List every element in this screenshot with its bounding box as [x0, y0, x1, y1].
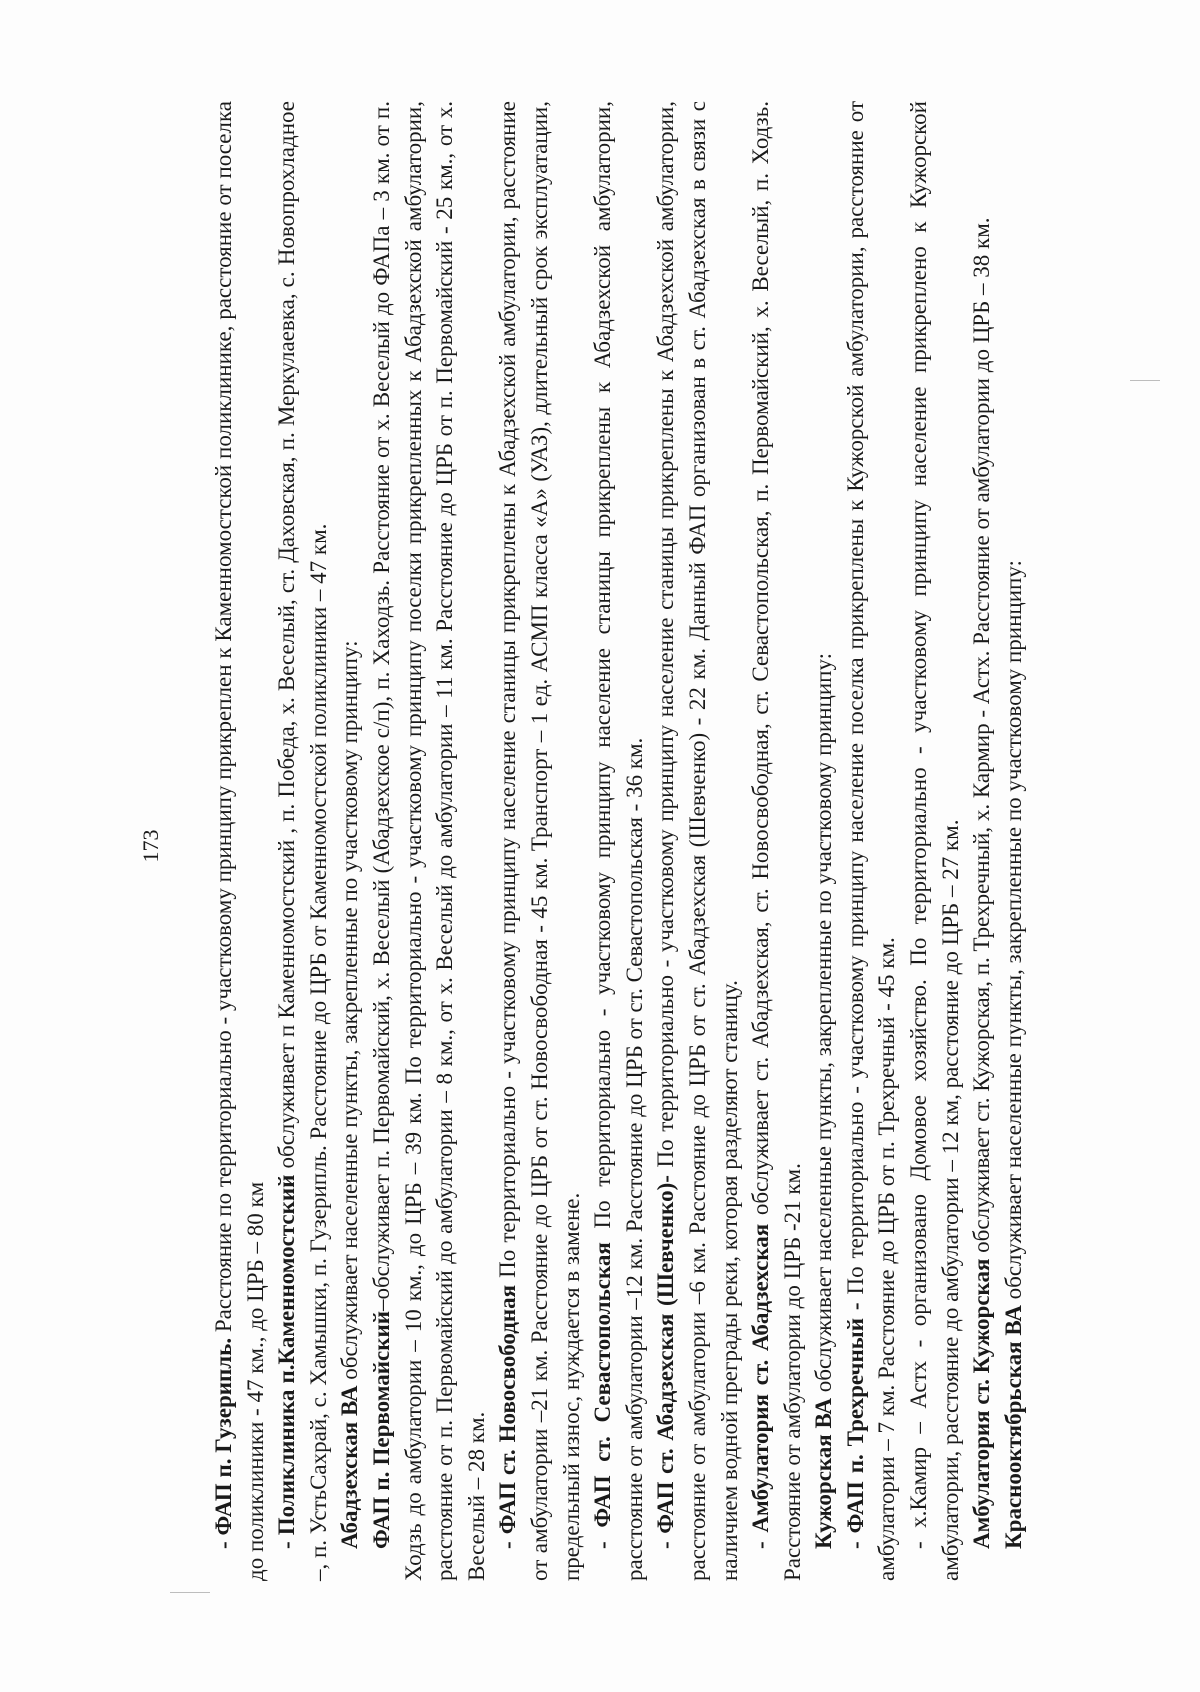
scan-artifact	[170, 1592, 210, 1593]
paragraph-fap-trekhrechny	[840, 101, 903, 1581]
paragraph-lead: - ФАП ст. Абадзехская (Шевченко)-	[653, 1175, 679, 1549]
paragraph-fap-guzeripl	[208, 101, 271, 1581]
paragraph-fap-abadzekhskaya	[650, 101, 745, 1581]
paragraph-lead: Кужорская ВА	[811, 1397, 837, 1549]
page-number: 173	[138, 829, 163, 863]
document-body	[208, 101, 1029, 1581]
paragraph-ambulatory-kuzhorskaya	[966, 101, 998, 1581]
paragraph-text: обслуживает населенные пункты, закрепленные по участковому принципу:	[811, 652, 837, 1398]
paragraph-lead: Краснооктябрьская ВА	[1000, 1305, 1026, 1549]
paragraph-text: По территориально - участковому принципу население поселка прикреплены к Кужорской амбулатории, расстояние от амбулатории – 7 км. Расстояние до ЦРБ от п. Трехречный - 45 км.	[842, 101, 900, 1581]
scan-artifact	[1130, 380, 1160, 381]
paragraph-fap-sevastopolskaya	[587, 101, 650, 1581]
paragraph-polyclinic-kamennomostsky	[271, 101, 334, 1581]
paragraph-text: По территориально - участковому принципу население станицы прикреплены к Абадзехской амбулатории, расстояние от амбулатории –6 км. Расстояние до ЦРБ от ст. Абадзехская (Шевченко) - 22 км. Данный ФАП организован в ст. Абадзехская в связи с наличием водной преграды реки, которая разделяют станицу.	[653, 101, 742, 1581]
paragraph-lead: ФАП п. Первомайский	[368, 1311, 394, 1549]
paragraph-lead: - Поликлиника п.Каменномостский	[274, 1174, 300, 1549]
paragraph-fap-pervomaisky	[366, 101, 492, 1581]
paragraph-text: По территориально - участковому принципу население станицы прикреплены к Абадзехской амбулатории, расстояние от амбулатории –21 км. Расстояние до ЦРБ от ст. Новосвободная - 45 км. Транспорт – 1 ед. АСМП класса «А» (УАЗ), длительный срок эксплуатации, предельный износ, нуждается в замене.	[495, 101, 584, 1581]
paragraph-lead: - ФАП ст. Новосвободная	[495, 1284, 521, 1549]
paragraph-lead: - Амбулатория ст. Абадзехская	[748, 1223, 774, 1549]
paragraph-text: По территориально - участковому принципу население станицы прикреплены к Абадзехской амбулатории, расстояние от амбулатории –12 км. Расстояние до ЦРБ от ст. Севастопольская - 36 км.	[590, 101, 647, 1581]
paragraph-lead: - ФАП п. Трехречный -	[842, 1302, 868, 1549]
paragraph-text: –обслуживает п. Первомайский, х. Веселый (Абадзехское с/п), п. Хаходзь. Расстояние от х. Веселый до ФАПа – 3 км. от п. Ходзь до амбулатории – 10 км., до ЦРБ – 39 км. По территориально - участковому принципу поселки прикрепленных к Абадзехской амбулатории, расстояние от п. Первомайский до амбулатории – 8 км., от х. Веселый до амбулатории – 11 км. Расстояние до ЦРБ от п. Первомайский - 25 км., от х. Веселый – 28 км.	[368, 101, 489, 1581]
paragraph-text: обслуживает населенные пункты, закрепленные по участковому принципу:	[1000, 560, 1026, 1306]
rotated-text-block	[120, 81, 1080, 1611]
paragraph-ambulatory-abadzekhskaya	[745, 101, 808, 1581]
paragraph-kuzhorskaya-va	[808, 101, 840, 1581]
paragraph-text: обслуживает населенные пункты, закрепленные по участковому принципу:	[337, 640, 363, 1386]
paragraph-text: обслуживает ст. Кужорская, п. Трехречный, х. Кармир - Астх. Расстояние от амбулатории до ЦРБ – 38 км.	[969, 217, 995, 1259]
paragraph-text: - х.Камир – Астх - организовано Домовое хозяйство. По территориально - участковому принципу население прикреплено к Кужорской амбулатории, расстояние до амбулатории – 12 км, расстояние до ЦРБ – 27 км.	[906, 101, 963, 1581]
paragraph-abadzekhskaya-va	[334, 101, 366, 1581]
paragraph-text: Расстояние по территориально - участковому принципу прикреплен к Каменномостской поликлинике, расстояние от поселка до поликлиники - 47 км., до ЦРБ – 80 км	[211, 101, 268, 1581]
paragraph-lead: - ФАП ст. Севастопольская	[590, 1242, 616, 1549]
paragraph-text: обслуживает ст. Абадзехская, ст. Новосвободная, ст. Севастопольская, п. Первомайский, х. Веселый, п. Ходзь. Расстояние от амбулатории до ЦРБ -21 км.	[748, 101, 805, 1581]
paragraph-kamir-astkh	[903, 101, 966, 1581]
paragraph-text: обслуживает п Каменномостский , п. Победа, х. Веселый, ст. Даховская, п. Меркулаевка, с. Новопрохладное –, п. УстьСахрай, с. Хамышки, п. Гузерипль. Расстояние до ЦРБ от Каменномостской поликлиники – 47 км.	[274, 101, 331, 1581]
paragraph-lead: Амбулатория ст. Кужорская	[969, 1258, 995, 1549]
paragraph-lead: - ФАП п. Гузерипль.	[211, 1337, 236, 1549]
paragraph-fap-novosvobodnaya	[492, 101, 587, 1581]
paragraph-krasnooktyabrskaya-va	[998, 101, 1030, 1581]
paragraph-lead: Абадзехская ВА	[337, 1385, 363, 1549]
